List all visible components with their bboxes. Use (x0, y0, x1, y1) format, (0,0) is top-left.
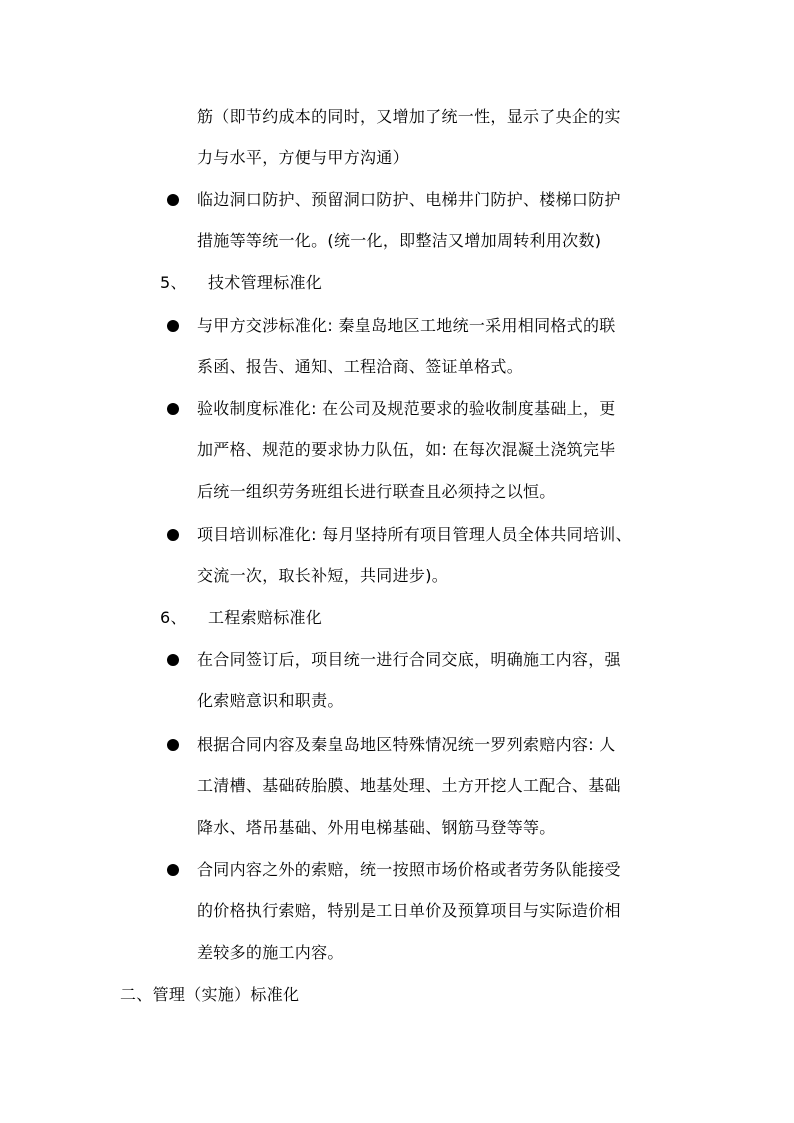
paragraph-line: 的价格执行索赔，特别是工日单价及预算项目与实际造价相 (197, 901, 621, 920)
bullet-text-line: 项目培训标准化: 每月坚持所有项目管理人员全体共同培训、 (197, 525, 632, 544)
bullet-text-line: 根据合同内容及秦皇岛地区特殊情况统一罗列索赔内容: 人 (197, 735, 616, 754)
bullet-icon (167, 320, 179, 332)
heading-number: 5、 (160, 273, 187, 292)
paragraph-line: 工清槽、基础砖胎膜、地基处理、土方开挖人工配合、基础 (197, 776, 621, 795)
paragraph-line: 差较多的施工内容。 (197, 943, 344, 962)
bullet-icon (167, 864, 179, 876)
paragraph-line: 交流一次，取长补短，共同进步)。 (197, 566, 449, 585)
bullet-icon (167, 403, 179, 415)
paragraph-line: 筋（即节约成本的同时，又增加了统一性，显示了央企的实 (197, 107, 621, 126)
bullet-text-line: 与甲方交涉标准化: 秦皇岛地区工地统一采用相同格式的联 (197, 316, 616, 335)
bullet-icon (167, 654, 179, 666)
bullet-text-line: 验收制度标准化: 在公司及规范要求的验收制度基础上，更 (197, 399, 616, 418)
bullet-icon (167, 739, 179, 751)
bullet-text-line: 合同内容之外的索赔，统一按照市场价格或者劳务队能接受 (197, 860, 621, 879)
paragraph-line: 系函、报告、通知、工程洽商、签证单格式。 (197, 357, 524, 376)
section-heading: 二、管理（实施）标准化 (120, 985, 300, 1004)
bullet-icon (167, 529, 179, 541)
paragraph-line: 措施等等统一化。(统一化，即整洁又增加周转利用次数) (197, 231, 602, 250)
paragraph-line: 加严格、规范的要求协力队伍，如: 在每次混凝土浇筑完毕 (197, 440, 616, 459)
paragraph-line: 后统一组织劳务班组长进行联查且必须持之以恒。 (197, 482, 556, 501)
heading-title: 工程索赔标准化 (208, 608, 323, 627)
heading-number: 6、 (160, 608, 187, 627)
heading-title: 技术管理标准化 (208, 273, 323, 292)
bullet-text-line: 临边洞口防护、预留洞口防护、电梯井门防护、楼梯口防护 (197, 190, 621, 209)
paragraph-line: 力与水平，方便与甲方沟通） (197, 148, 409, 167)
bullet-text-line: 在合同签订后，项目统一进行合同交底，明确施工内容，强 (197, 650, 621, 669)
paragraph-line: 降水、塔吊基础、外用电梯基础、钢筋马登等等。 (197, 818, 556, 837)
bullet-icon (167, 194, 179, 206)
paragraph-line: 化索赔意识和职责。 (197, 691, 344, 710)
